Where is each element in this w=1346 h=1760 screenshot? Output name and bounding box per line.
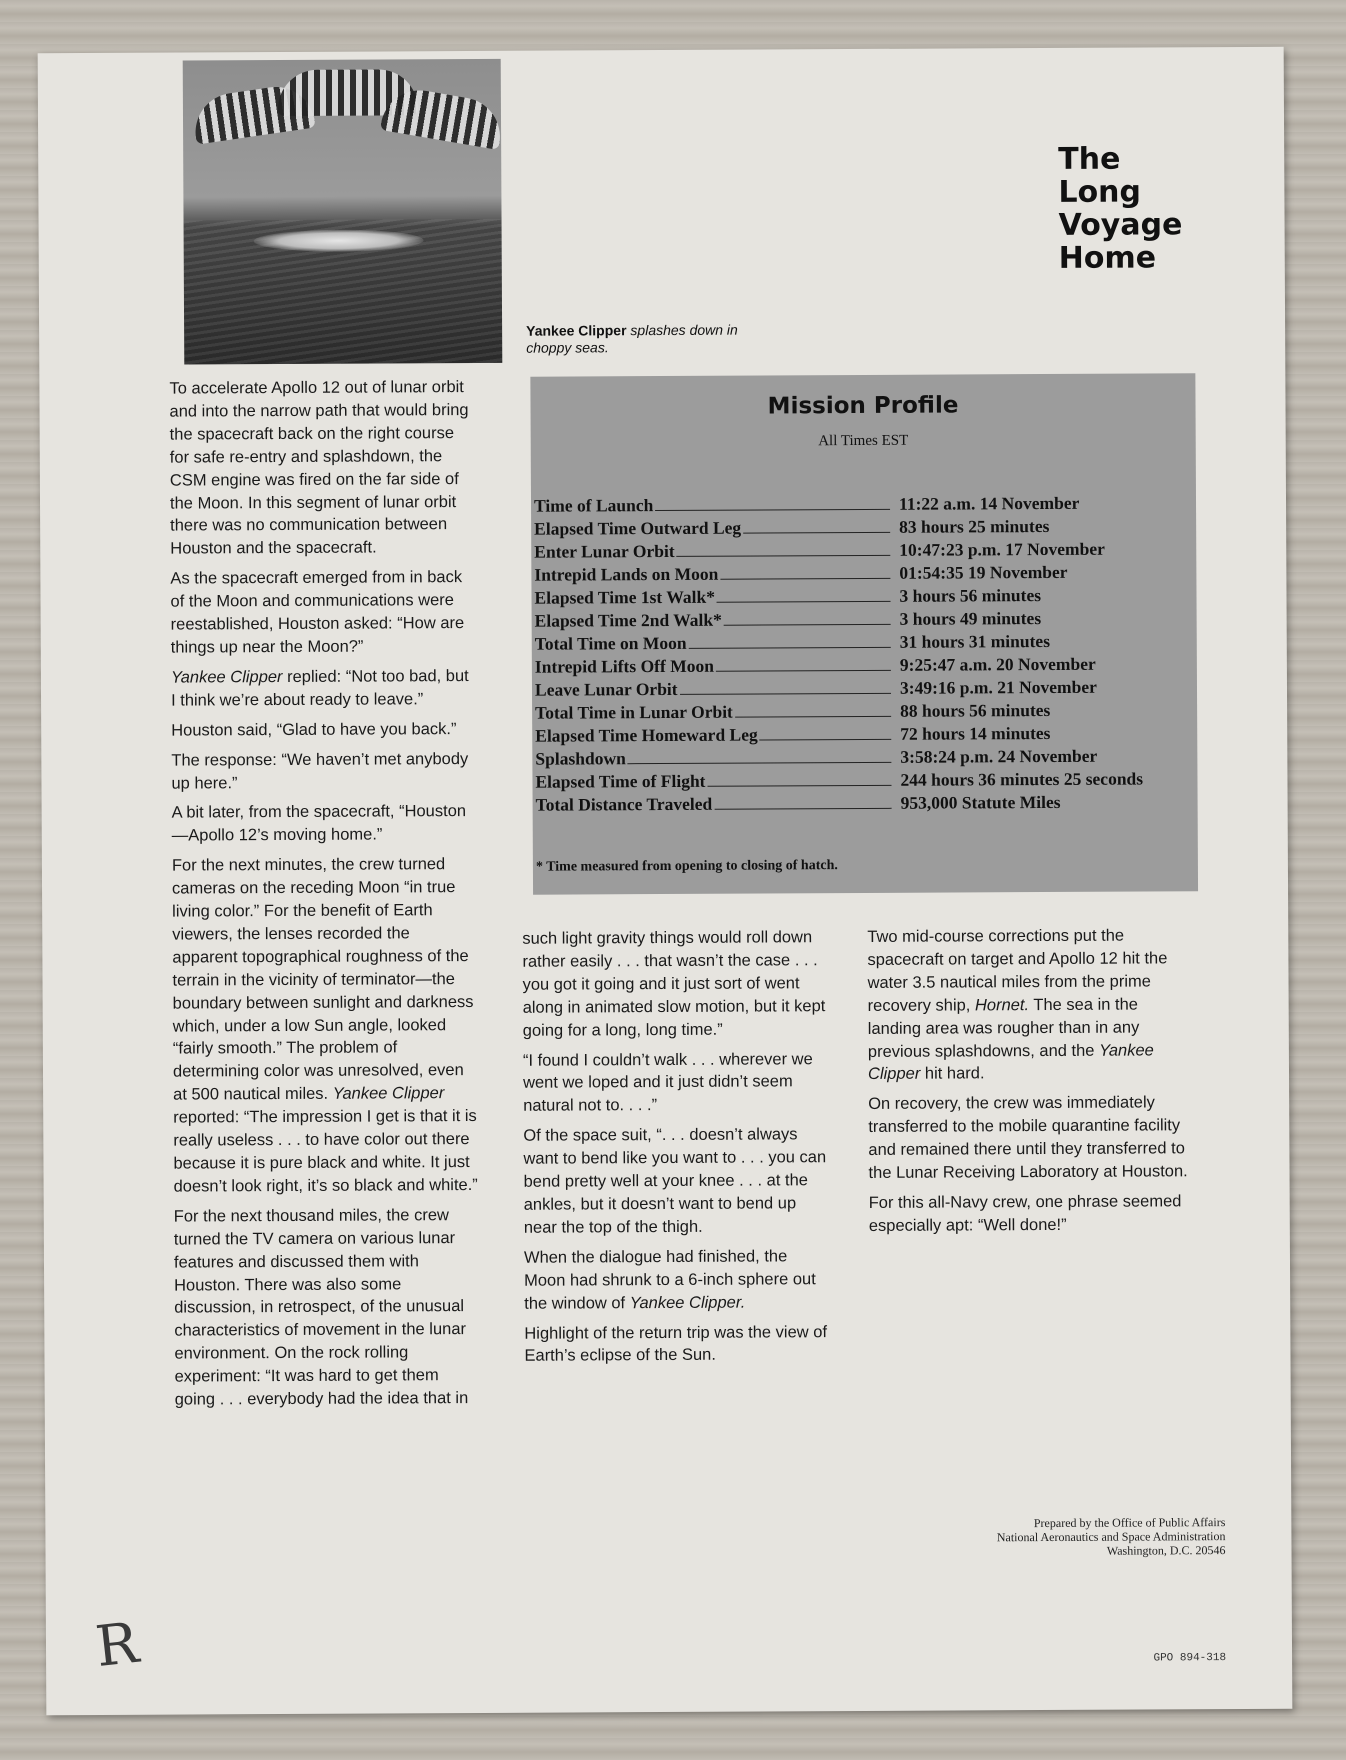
paragraph: On recovery, the crew was immediately transferred to the mobile quarantine facility and remained there until they transferred to the Lunar Receiving Laboratory at Houston. <box>868 1093 1188 1183</box>
mission-profile-row <box>535 697 1195 723</box>
leader-line <box>677 555 891 557</box>
mission-profile-row <box>535 628 1195 654</box>
mission-profile-row <box>534 559 1194 585</box>
photo-caption <box>526 321 786 356</box>
mission-profile-row <box>534 582 1194 608</box>
text-column-3 <box>867 924 1194 1244</box>
mission-profile-label: Splashdown <box>535 748 626 769</box>
mission-profile-value: 9:25:47 a.m. 20 November <box>899 653 1096 675</box>
print-code: GPO 894-318 <box>1153 1652 1227 1665</box>
mission-profile-subheading: All Times EST <box>818 432 909 450</box>
leader-line <box>717 601 891 603</box>
mission-profile-row <box>535 651 1195 677</box>
paragraph: For the next thousand miles, the crew turned the TV camera on various lunar features and discussed them with Houston. There was also some discussion, in retrospect, of the unusual characteristics of movement in the lunar environment. On the rock rolling experiment: “It was hard to get them going . . . everybody had the idea that in <box>173 1205 469 1409</box>
brochure-page <box>38 47 1293 1716</box>
mission-profile-value: 10:47:23 p.m. 17 November <box>899 538 1105 560</box>
leader-line <box>743 532 890 534</box>
mission-profile-value: 83 hours 25 minutes <box>899 515 1050 537</box>
mission-profile-label: Total Time on Moon <box>534 632 687 654</box>
mission-profile-value: 31 hours 31 minutes <box>899 630 1051 652</box>
mission-profile-value: 3:58:24 p.m. 24 November <box>900 745 1098 767</box>
mission-profile-label: Elapsed Time Homeward Leg <box>535 724 758 746</box>
paragraph: To accelerate Apollo 12 out of lunar orbit and into the narrow path that would bring the spacecraft back on the right course for safe re-entry and splashdown, the CSM engine was fired on the far side of the Moon. In this segment of lunar orbit there was no communication between Houston and the spacecraft. <box>169 378 469 558</box>
paragraph: As the spacecraft emerged from in back of the Moon and communications were reestablished, Houston asked: “How are things up near the Moon?” <box>170 568 465 657</box>
credit-line: Prepared by the Office of Public Affairs <box>1033 1515 1226 1531</box>
mission-profile-row <box>534 513 1194 539</box>
title-line: Long <box>1058 174 1142 210</box>
mission-profile-row <box>535 674 1195 700</box>
text-column-2 <box>522 926 829 1375</box>
leader-line <box>724 624 891 626</box>
mission-profile-heading: Mission Profile <box>767 392 959 420</box>
mission-profile-row <box>536 789 1196 815</box>
title-line: The <box>1058 141 1121 177</box>
paragraph: A bit later, from the spacecraft, “Houston—Apollo 12’s moving home.” <box>171 802 467 845</box>
splashdown-photo <box>183 59 503 365</box>
leader-line <box>760 739 892 741</box>
mission-profile-row <box>534 536 1194 562</box>
mission-profile-value: 953,000 Statute Miles <box>900 791 1061 813</box>
text-column-1 <box>169 376 479 1419</box>
paragraph: “I found I couldn’t walk . . . wherever we went we loped and it just didn’t seem natural not to. . . .” <box>522 1049 813 1116</box>
mission-profile-value: 11:22 a.m. 14 November <box>898 492 1080 514</box>
title-line: Voyage <box>1058 207 1183 243</box>
mission-profile-rows <box>534 490 1196 815</box>
mission-profile-label: Elapsed Time of Flight <box>535 770 706 792</box>
mission-profile-label: Time of Launch <box>533 495 654 516</box>
caption-bold: Yankee Clipper <box>526 322 627 339</box>
paragraph: Houston said, “Glad to have you back.” <box>171 719 457 740</box>
mission-profile-label: Total Time in Lunar Orbit <box>535 701 733 723</box>
paragraph: For this all-Navy crew, one phrase seemed especially apt: “Well done!” <box>868 1192 1182 1235</box>
leader-line <box>735 716 891 718</box>
mission-profile-box <box>530 373 1198 894</box>
mission-profile-footnote: * Time measured from opening to closing of hatch. <box>535 858 838 875</box>
mission-profile-row <box>535 743 1195 769</box>
leader-line <box>628 762 892 764</box>
mission-profile-label: Elapsed Time 1st Walk* <box>534 586 715 608</box>
page-title <box>1058 142 1259 275</box>
mission-profile-value: 88 hours 56 minutes <box>900 699 1051 721</box>
mission-profile-value: 3 hours 49 minutes <box>899 608 1042 629</box>
paragraph: Yankee Clipper replied: “Not too bad, but I think we’re about ready to leave.” <box>170 666 469 710</box>
credit-line: Washington, D.C. 20546 <box>1106 1543 1226 1558</box>
paragraph: Two mid-course corrections put the spacecraft on target and Apollo 12 hit the water 3.5 nautical miles from the prime recovery ship, Hornet. The sea in the landing area was rougher than in any previous splashdowns, and the Yankee Clipper hit hard. <box>867 926 1168 1084</box>
mission-profile-label: Enter Lunar Orbit <box>534 540 675 562</box>
paragraph: Of the space suit, “. . . doesn’t always want to bend like you want to . . . you can bend pretty well at your knee . . . at the ankles, but it doesn’t want to bend up near the top of the thigh. <box>523 1125 827 1237</box>
mission-profile-value: 244 hours 36 minutes 25 seconds <box>900 768 1144 790</box>
mission-profile-row <box>535 605 1195 631</box>
paragraph: When the dialogue had finished, the Moon had shrunk to a 6-inch sphere out the window of Yankee Clipper. <box>523 1247 816 1313</box>
mission-profile-row <box>535 720 1195 746</box>
leader-line <box>680 693 891 695</box>
mission-profile-value: 72 hours 14 minutes <box>900 722 1051 744</box>
paragraph: such light gravity things would roll down rather easily . . . that wasn’t the case . . . you got it going and it just sort of went along in animated slow motion, but it kept going for a long, long time.” <box>522 928 826 1040</box>
leader-line <box>708 785 892 787</box>
caption-italic: splashes down in choppy seas. <box>526 321 738 356</box>
mission-profile-value: 01:54:35 19 November <box>899 561 1068 583</box>
mission-profile-label: Elapsed Time 2nd Walk* <box>534 609 722 631</box>
mission-profile-value: 3:49:16 p.m. 21 November <box>899 676 1097 698</box>
leader-line <box>689 647 891 649</box>
mission-profile-label: Total Distance Traveled <box>535 793 713 815</box>
paragraph: For the next minutes, the crew turned cameras on the receding Moon “in true living color.” For the benefit of Earth viewers, the lenses recorded the apparent topographical roughness of the terrain in the vicinity of terminator—the boundary between sunlight and darkness which, under a low Sun angle, looked “fairly smooth.” The problem of determining color was unresolved, even at 500 nautical miles. Yankee Clipper reported: “The impression I get is that it is really useless . . . to have color out there because it is pure black and white. It just doesn’t look right, it’s so black and white.” <box>171 855 478 1196</box>
title-line: Home <box>1058 240 1157 276</box>
handwritten-mark: R <box>92 1610 142 1680</box>
leader-line <box>655 509 890 511</box>
paragraph: The response: “We haven’t met anybody up here.” <box>171 749 469 793</box>
credit-line: National Aeronautics and Space Administration <box>996 1529 1226 1545</box>
mission-profile-label: Leave Lunar Orbit <box>534 678 678 700</box>
leader-line <box>716 670 891 672</box>
mission-profile-label: Intrepid Lands on Moon <box>534 563 719 585</box>
publisher-credit <box>885 1515 1225 1559</box>
mission-profile-label: Elapsed Time Outward Leg <box>534 517 742 539</box>
mission-profile-row <box>534 490 1194 516</box>
paragraph: Highlight of the return trip was the view of Earth’s eclipse of the Sun. <box>524 1322 828 1366</box>
leader-line <box>720 578 890 580</box>
mission-profile-value: 3 hours 56 minutes <box>899 585 1042 606</box>
mission-profile-row <box>535 766 1195 792</box>
mission-profile-label: Intrepid Lifts Off Moon <box>534 655 714 677</box>
leader-line <box>714 808 891 810</box>
